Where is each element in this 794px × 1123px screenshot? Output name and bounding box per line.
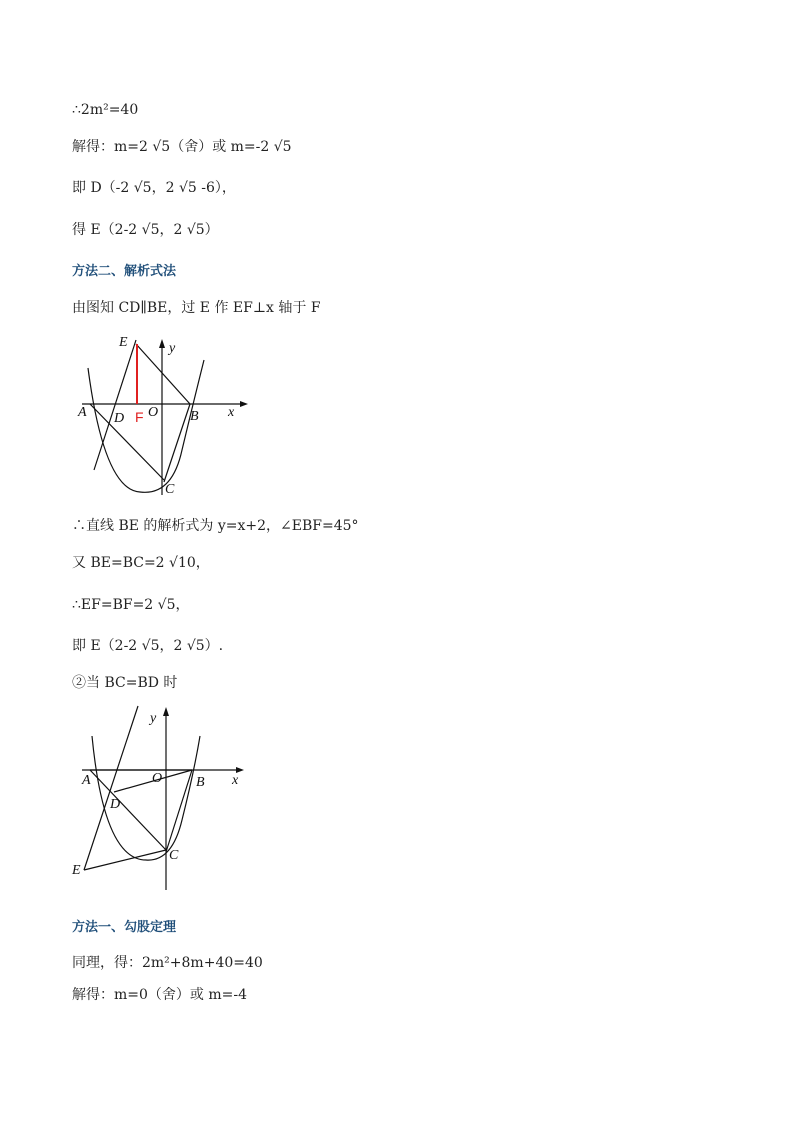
figure-parabola-method-two bbox=[72, 330, 252, 500]
y-axis-arrow bbox=[159, 339, 165, 348]
line-cd-parallel-be: 由图知 CD∥BE，过 E 作 EF⊥x 轴于 F bbox=[72, 300, 321, 316]
label-d: D bbox=[114, 411, 125, 426]
heading-method-one: 方法一、勾股定理 bbox=[72, 920, 177, 935]
label-o: O bbox=[152, 771, 163, 786]
line-point-e-result: 即 E（2-2 √5，2 √5）. bbox=[72, 638, 224, 654]
line-be-equation: ∴直线 BE 的解析式为 y=x+2，∠EBF=45° bbox=[72, 518, 359, 534]
line-solve-m: 解得：m=2 √5（舍）或 m=-2 √5 bbox=[72, 139, 292, 155]
line-case-two: ②当 BC=BD 时 bbox=[72, 675, 178, 691]
line-cd bbox=[94, 340, 136, 470]
line-2m-squared: ∴2m²=40 bbox=[72, 102, 139, 118]
line-bc bbox=[164, 404, 190, 482]
label-x: x bbox=[232, 773, 239, 788]
label-e: E bbox=[119, 335, 128, 350]
y-axis-arrow bbox=[163, 707, 169, 716]
parabola-curve bbox=[88, 360, 204, 492]
label-c: C bbox=[165, 482, 175, 497]
label-a: A bbox=[78, 405, 87, 420]
heading-method-two: 方法二、解析式法 bbox=[72, 264, 177, 279]
figure-parabola-case-two bbox=[68, 700, 248, 890]
line-point-e: 得 E（2-2 √5，2 √5） bbox=[72, 222, 219, 238]
label-b: B bbox=[196, 775, 205, 790]
label-x: x bbox=[228, 405, 235, 420]
line-be-bc: 又 BE=BC=2 √10， bbox=[72, 555, 210, 571]
x-axis-arrow bbox=[240, 401, 248, 407]
label-y: y bbox=[169, 341, 176, 356]
label-b: B bbox=[190, 409, 199, 424]
line-be bbox=[136, 344, 190, 404]
line-solve-m-case-two: 解得：m=0（舍）或 m=-4 bbox=[72, 987, 248, 1003]
label-o: O bbox=[148, 405, 159, 420]
line-bc bbox=[166, 770, 192, 852]
label-e: E bbox=[72, 863, 81, 878]
label-f: F bbox=[135, 409, 144, 425]
line-similar-equation: 同理，得：2m²+8m+40=40 bbox=[72, 955, 263, 971]
line-point-d: 即 D（-2 √5，2 √5 -6）， bbox=[72, 180, 236, 196]
label-d: D bbox=[110, 797, 121, 812]
label-a: A bbox=[82, 773, 91, 788]
label-y: y bbox=[150, 711, 157, 726]
label-c: C bbox=[169, 848, 179, 863]
line-ef-bf: ∴EF=BF=2 √5， bbox=[72, 597, 190, 613]
